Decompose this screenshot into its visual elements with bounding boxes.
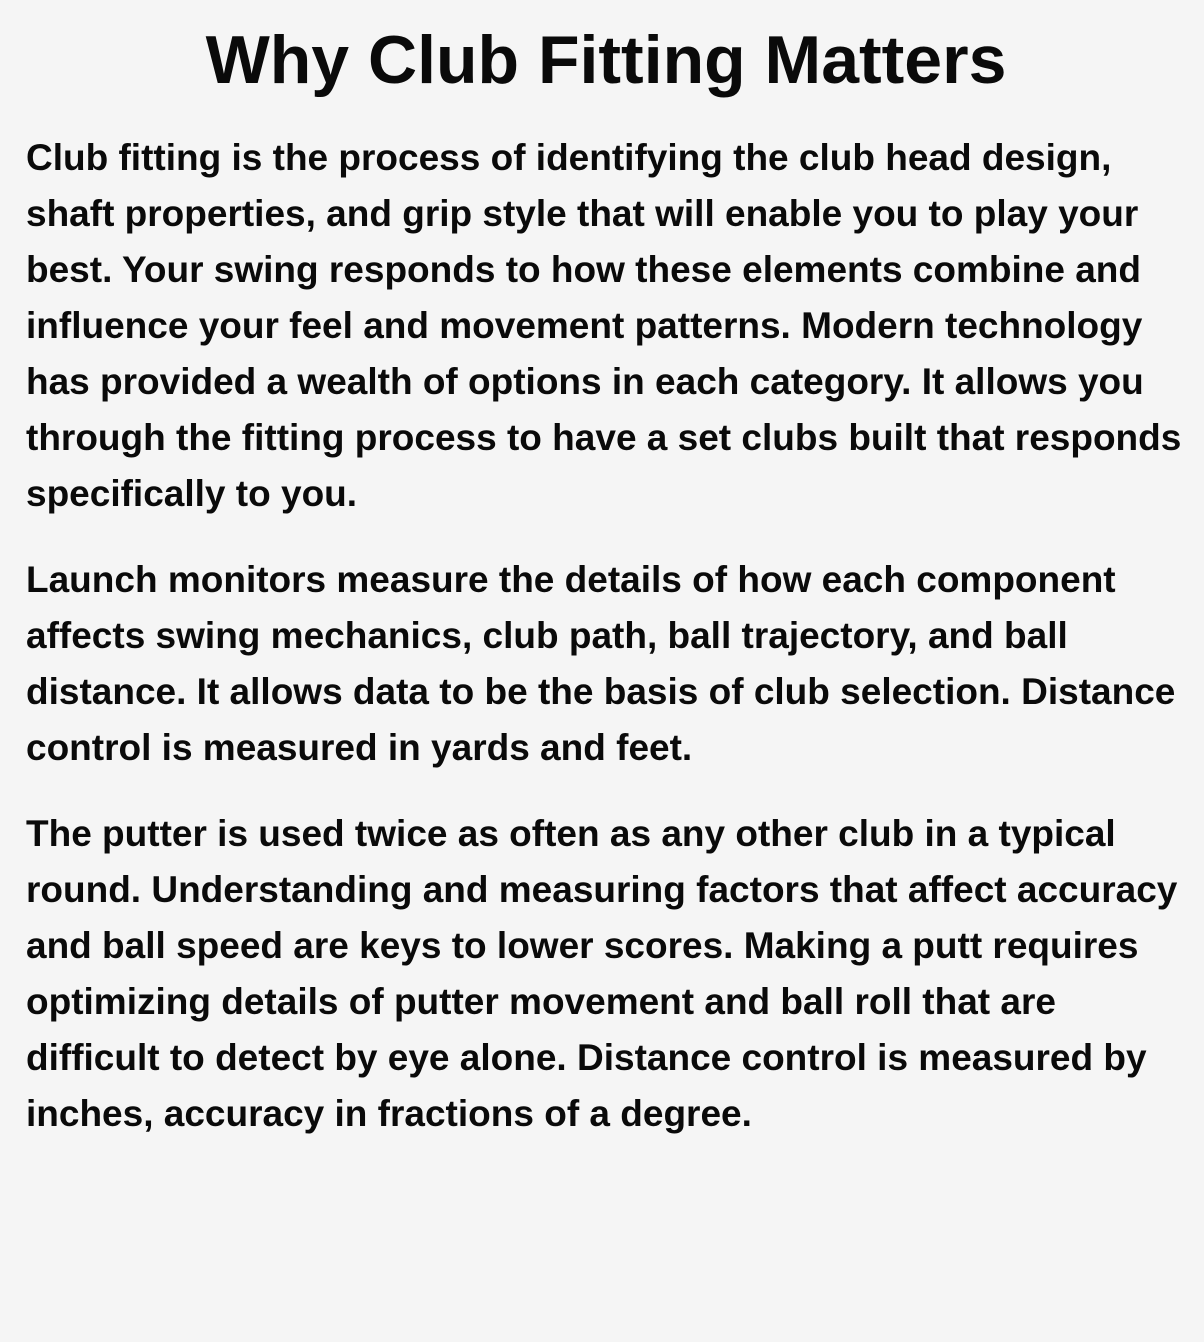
paragraph-club-fitting: Club fitting is the process of identifying the club head design, shaft properties, and grip style that will enable you to play your best. Your swing responds to how these elements combine and influence your feel and movement patterns. Modern technology has provided a wealth of options in each category. It allows you through the fitting process to have a set clubs built that responds specifically to you. <box>26 137 1182 514</box>
page-title: Why Club Fitting Matters <box>205 22 1007 98</box>
paragraph-putter: The putter is used twice as often as any other club in a typical round. Understanding and measuring factors that affect accuracy and ball speed are keys to lower scores. Making a putt requires optimizing details of putter movement and ball roll that are difficult to detect by eye alone. Distance control is measured by inches, accuracy in fractions of a degree. <box>26 813 1178 1134</box>
paragraph-launch-monitors: Launch monitors measure the details of how each component affects swing mechanics, club path, ball trajectory, and ball distance. It allows data to be the basis of club selection. Distance control is measured in yards and feet. <box>26 559 1176 768</box>
